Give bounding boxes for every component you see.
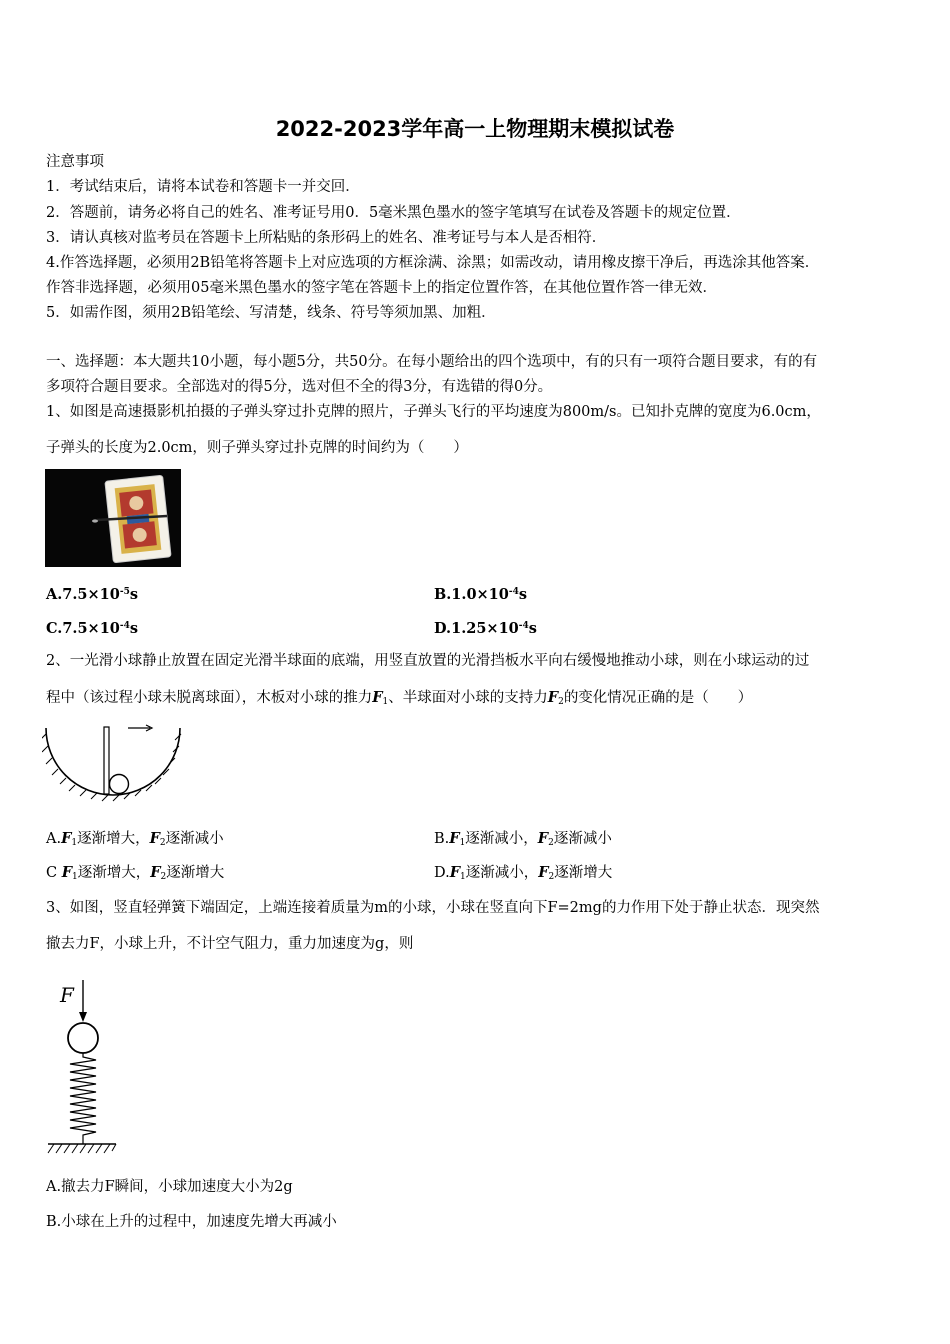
q2-option-b[interactable]: $B.F_1$逐渐减小，$F_2$逐渐减小 [434,830,612,848]
q2-option-a[interactable]: $A.F_1$逐渐增大，$F_2$逐渐减小 [46,830,224,848]
q1-option-c[interactable]: $C.7.5\times 10^{-4}s$ [46,620,139,637]
q2-option-d[interactable]: $D.F_1$逐渐减小，$F_2$逐渐增大 [434,864,613,882]
q2-option-c[interactable]: C $F_1$逐渐增大，$F_2$逐渐增大 [46,864,225,882]
section-instruction-line2: 多项符合题目要求。全部选对的得5分，选对但不全的得3分，有选错的得0分。 [46,379,553,395]
page-title: 2022-2023学年高一上物理期末模拟试卷 [275,117,675,141]
notice-item-3: 3．请认真核对监考员在答题卡上所粘贴的条形码上的姓名、准考证号与本人是否相符． [46,230,607,246]
notice-item-4-cont: 作答非选择题，必须用05毫米黑色墨水的签字笔在答题卡上的指定位置作答，在其他位置作答一律无效． [46,280,717,296]
q3-force-label: F [60,983,74,1007]
q2-text-line1: 2、一光滑小球静止放置在固定光滑半球面的底端，用竖直放置的光滑挡板水平向右缓慢地推动小球，则在小球运动的过 [46,653,810,669]
section-instruction-line1: 一、选择题：本大题共10小题，每小题5分，共50分。在每小题给出的四个选项中，有的只有一项符合题目要求，有的有 [46,354,818,370]
q2-text-line2: 程中（该过程小球未脱离球面），木板对小球的推力$F_1$、半球面对小球的支持力$F_2$的变化情况正确的是（ ） [46,689,753,707]
q3-option-b[interactable]: B.小球在上升的过程中，加速度先增大再减小 [46,1214,337,1230]
notice-item-2: 2．答题前，请务必将自己的姓名、准考证号用0．5毫米黑色墨水的签字笔填写在试卷及答题卡的规定位置． [46,205,741,221]
q3-text-line2: 撤去力F，小球上升，不计空气阻力，重力加速度为g，则 [46,936,414,952]
q3-spring-diagram [44,976,120,1158]
q1-text-line1: 1、如图是高速摄影机拍摄的子弹头穿过扑克牌的照片，子弹头飞行的平均速度为800m/s。已知扑克牌的宽度为6.0cm， [46,404,821,420]
q3-option-a[interactable]: A.撤去力F瞬间，小球加速度大小为2g [46,1179,293,1195]
q1-playing-card-photo [45,469,181,567]
notice-heading: 注意事项 [46,154,104,170]
notice-item-4: 4.作答选择题，必须用2B铅笔将答题卡上对应选项的方框涂满、涂黑；如需改动，请用橡皮擦干净后，再选涂其他答案． [46,255,820,271]
q1-option-b[interactable]: $B.1.0\times 10^{-4}s$ [434,586,528,603]
q3-text-line1: 3、如图，竖直轻弹簧下端固定，上端连接着质量为m的小球，小球在竖直向下F=2mg的力作用下处于静止状态．现突然 [46,900,820,916]
notice-item-1: 1．考试结束后，请将本试卷和答题卡一并交回． [46,179,360,195]
notice-item-5: 5．如需作图，须用2B铅笔绘、写清楚，线条、符号等须加黑、加粗． [46,305,496,321]
q1-option-d[interactable]: $D.1.25\times 10^{-4}s$ [434,620,537,637]
q1-text-line2: 子弹头的长度为2.0cm，则子弹头穿过扑克牌的时间约为（ ） [46,440,468,456]
q2-hemisphere-diagram [42,718,184,802]
q1-option-a[interactable]: $A.7.5\times 10^{-5}s$ [46,586,139,603]
